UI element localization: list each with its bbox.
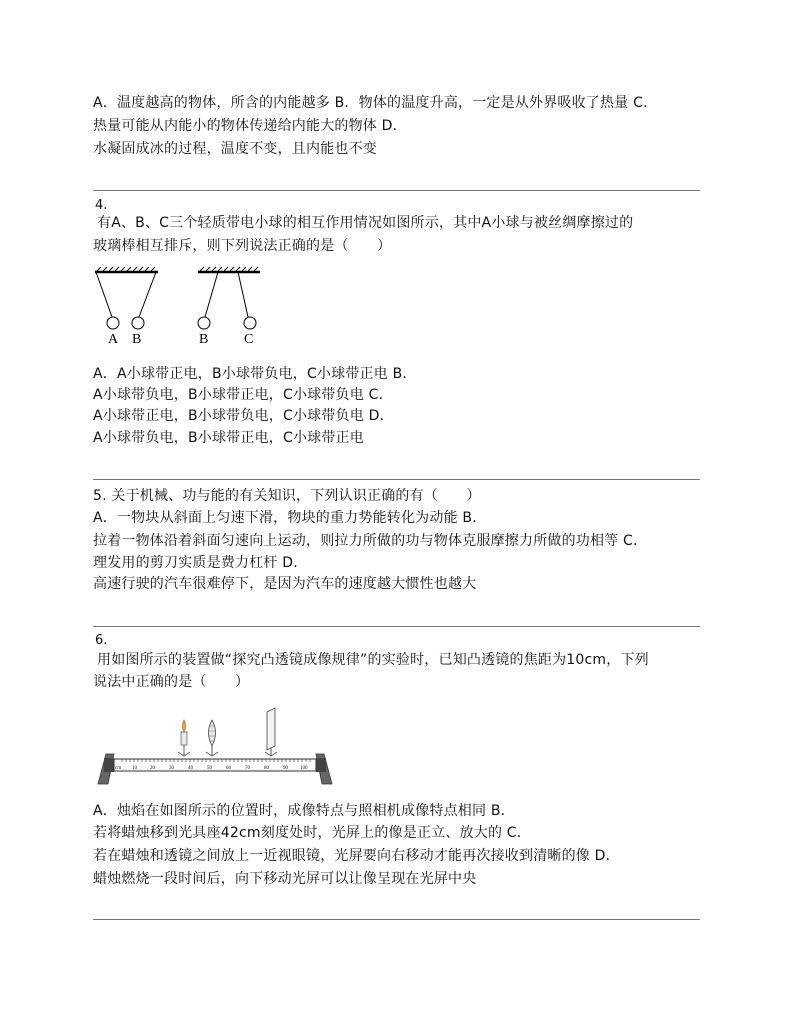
q5-option-line-4: 高速行驶的汽车很难停下，是因为汽车的速度越大惯性也越大 <box>93 576 477 592</box>
ruler-label-20: 20 <box>150 766 155 771</box>
ruler-label-30: 30 <box>169 766 174 771</box>
q5-option-line-2: 拉着一物体沿着斜面匀速向上运动，则拉力所做的功与物体克服摩擦力所做的功相等 C． <box>93 533 648 549</box>
q3-option-line-3: 水凝固成冰的过程，温度不变，且内能也不变 <box>93 141 377 157</box>
separator-rule <box>93 479 700 480</box>
label-c: C <box>244 332 254 347</box>
q4-option-line-2: A小球带负电，B小球带正电，C小球带负电 C． <box>93 387 393 403</box>
label-b-left: B <box>132 332 142 347</box>
q4-option-line-3: A小球带正电，B小球带负电，C小球带负电 D． <box>93 408 394 424</box>
left-support <box>95 267 158 329</box>
q3-option-line-1: A．温度越高的物体，所含的内能越多 B．物体的温度升高，一定是从外界吸收了热量 C． <box>93 95 658 111</box>
q4-option-line-1: A．A小球带正电，B小球带负电，C小球带正电 B． <box>93 366 417 382</box>
q6-option-line-2: 若将蜡烛移到光具座42cm刻度处时，光屏上的像是正立、放大的 C． <box>93 825 531 841</box>
charged-balls-figure <box>90 266 270 348</box>
separator-rule <box>93 190 700 191</box>
optical-bench-figure <box>92 702 338 788</box>
q6-option-line-3: 若在蜡烛和透镜之间放上一近视眼镜，光屏要向右移动才能再次接收到清晰的像 D． <box>93 848 620 864</box>
q5-option-line-1: A．一物块从斜面上匀速下滑，物块的重力势能转化为动能 B． <box>93 510 487 526</box>
q6-stem-line-1: 用如图所示的装置做“探究凸透镜成像规律”的实验时，已知凸透镜的焦距为10cm，下列 <box>97 652 649 668</box>
ruler-label-70: 70 <box>245 766 250 771</box>
candle <box>178 720 190 756</box>
q6-option-line-4: 蜡烛燃烧一段时间后，向下移动光屏可以让像呈现在光屏中央 <box>93 871 477 887</box>
ruler-label-10: 10 <box>132 766 137 771</box>
ruler-label-60: 60 <box>226 766 231 771</box>
convex-lens <box>206 720 218 756</box>
separator-rule <box>93 919 700 920</box>
right-support <box>198 267 260 329</box>
ruler-label-90: 90 <box>283 766 288 771</box>
ball-a <box>107 317 119 329</box>
label-b-right: B <box>199 332 209 347</box>
ruler-label-80: 80 <box>264 766 269 771</box>
q3-option-line-2: 热量可能从内能小的物体传递给内能大的物体 D． <box>93 118 407 134</box>
q4-stem-line-2: 玻璃棒相互排斥，则下列说法正确的是（ ） <box>93 238 392 254</box>
ruler-label-100: 100 <box>300 766 308 771</box>
ruler-label-40: 40 <box>188 766 193 771</box>
q6-stem-line-2: 说法中正确的是（ ） <box>93 674 250 690</box>
ruler-label-50: 50 <box>207 766 212 771</box>
ruler-label-unit: cm <box>115 766 122 771</box>
light-screen <box>265 708 277 756</box>
q5-option-line-3: 理发用的剪刀实质是费力杠杆 D． <box>93 555 308 571</box>
ball-c <box>244 317 256 329</box>
separator-rule <box>93 626 700 627</box>
ball-b-left <box>132 317 144 329</box>
q6-option-line-1: A．烛焰在如图所示的位置时，成像特点与照相机成像特点相同 B． <box>93 803 515 819</box>
q5-stem: 5. 关于机械、功与能的有关知识，下列认识正确的有（ ） <box>93 488 481 504</box>
q6-number: 6. <box>95 633 108 648</box>
ball-b-right <box>198 317 210 329</box>
q4-option-line-4: A小球带负电，B小球带正电，C小球带正电 <box>93 430 364 446</box>
q4-number: 4. <box>95 198 108 213</box>
label-a: A <box>108 332 119 347</box>
q4-stem-line-1: 有A、B、C三个轻质带电小球的相互作用情况如图所示，其中A小球与被丝绸摩擦过的 <box>97 215 634 231</box>
